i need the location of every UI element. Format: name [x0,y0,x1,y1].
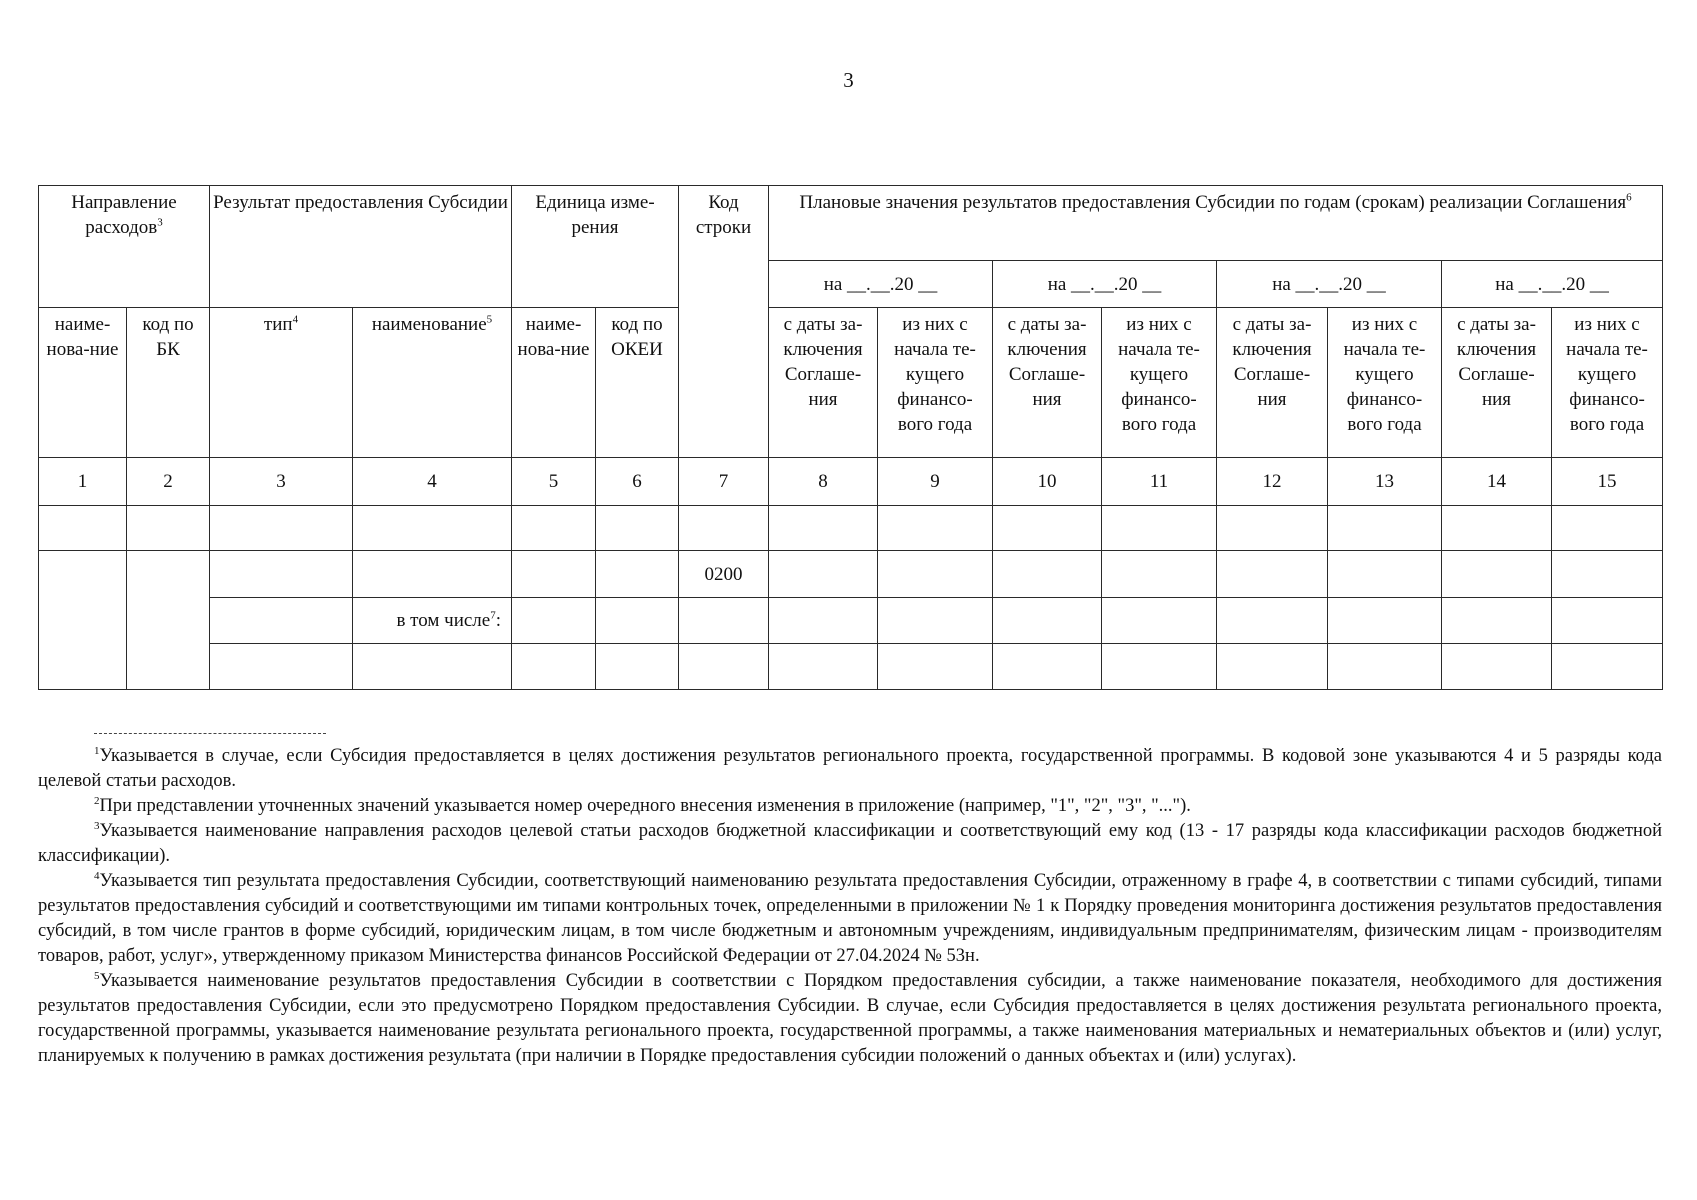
header-period-2: на __.__.20 __ [993,261,1217,308]
header-from-year-3: из них с начала те-кущего финансо-вого года [1328,308,1442,458]
table-cell[interactable] [878,506,993,551]
table-cell[interactable] [210,551,353,598]
column-number: 8 [769,458,878,506]
line-code-cell: 0200 [679,551,769,598]
header-direction-name: наиме-нова-ние [39,308,127,458]
header-line-code: Код строки [679,186,769,458]
header-from-year-4: из них с начала те-кущего финансо-вого года [1552,308,1663,458]
table-cell[interactable] [769,598,878,644]
page-number: 3 [843,68,854,92]
table-cell[interactable] [1442,598,1552,644]
table-row [39,598,1663,644]
table-cell[interactable] [1328,598,1442,644]
table-cell[interactable] [353,644,512,690]
header-row-1 [39,186,1663,261]
table-cell[interactable] [1442,506,1552,551]
header-from-year-1: из них с начала те-кущего финансо-вого года [878,308,993,458]
table-cell[interactable] [1552,506,1663,551]
table-cell[interactable] [39,551,127,690]
table-cell[interactable] [1552,551,1663,598]
table-cell[interactable] [512,506,596,551]
table-cell[interactable] [596,506,679,551]
column-number: 12 [1217,458,1328,506]
table-cell[interactable] [769,551,878,598]
header-result-name: наименование$^5$ [353,308,512,458]
header-bk-code: код по БК [127,308,210,458]
table-cell[interactable] [596,644,679,690]
table-cell[interactable] [210,598,353,644]
table-cell[interactable] [679,598,769,644]
header-row-3 [39,308,1663,458]
column-number: 11 [1102,458,1217,506]
table-cell[interactable] [769,506,878,551]
table-cell[interactable] [1102,506,1217,551]
header-from-date-4: с даты за-ключения Соглаше-ния [1442,308,1552,458]
table-row [39,506,1663,551]
header-result-type: тип$^4$ [210,308,353,458]
column-number: 6 [596,458,679,506]
table-cell[interactable] [878,644,993,690]
table-cell[interactable] [993,551,1102,598]
header-period-4: на __.__.20 __ [1442,261,1663,308]
table-cell[interactable] [1102,551,1217,598]
column-number: 4 [353,458,512,506]
table-cell[interactable] [769,644,878,690]
table-cell[interactable] [1442,644,1552,690]
column-number: 9 [878,458,993,506]
column-number-row [39,458,1663,506]
table-cell[interactable] [512,598,596,644]
table-cell[interactable] [596,551,679,598]
footnote-separator [94,733,326,734]
header-okei-code: код по ОКЕИ [596,308,679,458]
header-from-date-3: с даты за-ключения Соглаше-ния [1217,308,1328,458]
table-cell[interactable] [878,598,993,644]
footnote: $^4$Указывается тип результата предоставления Субсидии, соответствующий наименованию результата предоставления Субсидии, отраженному в графе 4, в соответствии с типами субсидий, типами результатов предоставления субсидий и соответствующими им типами контрольных точек, определенными в приложении № 1 к Порядку проведения мониторинга достижения результатов предоставления субсидий, в том числе грантов в форме субсидий, юридическим лицам, в том числе бюджетным и автономным учреждениям, индивидуальным предпринимателям, физическим лицам - производителям товаров, работ, услуг», утвержденному приказом Министерства финансов Российской Федерации от 27.04.2024 № 53н. [38,869,1662,966]
table-row [39,551,1663,598]
column-number: 3 [210,458,353,506]
header-from-date-2: с даты за-ключения Соглаше-ния [993,308,1102,458]
table-cell[interactable] [1102,598,1217,644]
including-label: в том числе$^7$: [353,598,512,644]
column-number: 7 [679,458,769,506]
table-cell[interactable] [512,644,596,690]
header-planned: Плановые значения результатов предоставления Субсидии по годам (срокам) реализации Соглашения$^6$ [769,186,1663,261]
column-number: 13 [1328,458,1442,506]
table-cell[interactable] [878,551,993,598]
table-cell[interactable] [512,551,596,598]
table-cell[interactable] [127,551,210,690]
table-cell[interactable] [1328,551,1442,598]
table-cell[interactable] [679,644,769,690]
footnotes [38,744,1662,1069]
table-cell[interactable] [1217,598,1328,644]
table-cell[interactable] [1442,551,1552,598]
table-cell[interactable] [1217,506,1328,551]
table-cell[interactable] [210,644,353,690]
header-from-date-1: с даты за-ключения Соглаше-ния [769,308,878,458]
footnote: $^2$При представлении уточненных значений указывается номер очередного внесения изменения в приложение (например, "1", "2", "3", "..."). [94,794,1191,816]
header-period-3: на __.__.20 __ [1217,261,1442,308]
header-unit: Единица изме-рения [512,186,679,308]
footnote: $^3$Указывается наименование направления расходов целевой статьи расходов бюджетной классификации и соответствующий ему код (13 - 17 разряды кода классификации расходов бюджетной классификации). [38,819,1662,866]
table-cell[interactable] [993,506,1102,551]
table-cell[interactable] [1102,644,1217,690]
column-number: 1 [39,458,127,506]
column-number: 14 [1442,458,1552,506]
column-number: 5 [512,458,596,506]
column-number: 10 [993,458,1102,506]
table-cell[interactable] [1552,644,1663,690]
table-cell[interactable] [127,506,210,551]
planned-values-table [38,185,1663,690]
column-number: 15 [1552,458,1663,506]
header-period-1: на __.__.20 __ [769,261,993,308]
footnote: $^5$Указывается наименование результатов предоставления Субсидии в соответствии с Порядком предоставления субсидии, а также наименование показателя, необходимого для достижения результатов предоставления Субсидии, если это предусмотрено Порядком предоставления Субсидии. В случае, если Субсидия предоставляется в целях достижения результата регионального проекта, государственной программы, указывается наименование результата регионального проекта, государственной программы, а также наименования материальных и нематериальных объектов и (или) услуг, планируемых к получению в рамках достижения результата (при наличии в Порядке предоставления субсидии положений о данных объектах и (или) услугах). [38,969,1662,1066]
table-cell[interactable] [679,506,769,551]
table-cell[interactable] [1217,551,1328,598]
table-cell[interactable] [596,598,679,644]
header-direction: Направление расходов$^3$ [39,186,210,308]
table-row [39,644,1663,690]
header-unit-name: наиме-нова-ние [512,308,596,458]
header-result: Результат предоставления Субсидии [210,186,512,308]
table-cell[interactable] [1328,644,1442,690]
footnote: $^1$Указывается в случае, если Субсидия предоставляется в целях достижения результатов регионального проекта, государственной программы. В кодовой зоне указываются 4 и 5 разряды кода целевой статьи расходов. [38,744,1662,791]
table-cell[interactable] [1328,506,1442,551]
table-cell[interactable] [39,506,127,551]
table-cell[interactable] [353,506,512,551]
header-from-year-2: из них с начала те-кущего финансо-вого года [1102,308,1217,458]
table-cell[interactable] [993,598,1102,644]
table-cell[interactable] [1552,598,1663,644]
table-cell[interactable] [1217,644,1328,690]
table-cell[interactable] [353,551,512,598]
column-number: 2 [127,458,210,506]
table-cell[interactable] [210,506,353,551]
table-cell[interactable] [993,644,1102,690]
